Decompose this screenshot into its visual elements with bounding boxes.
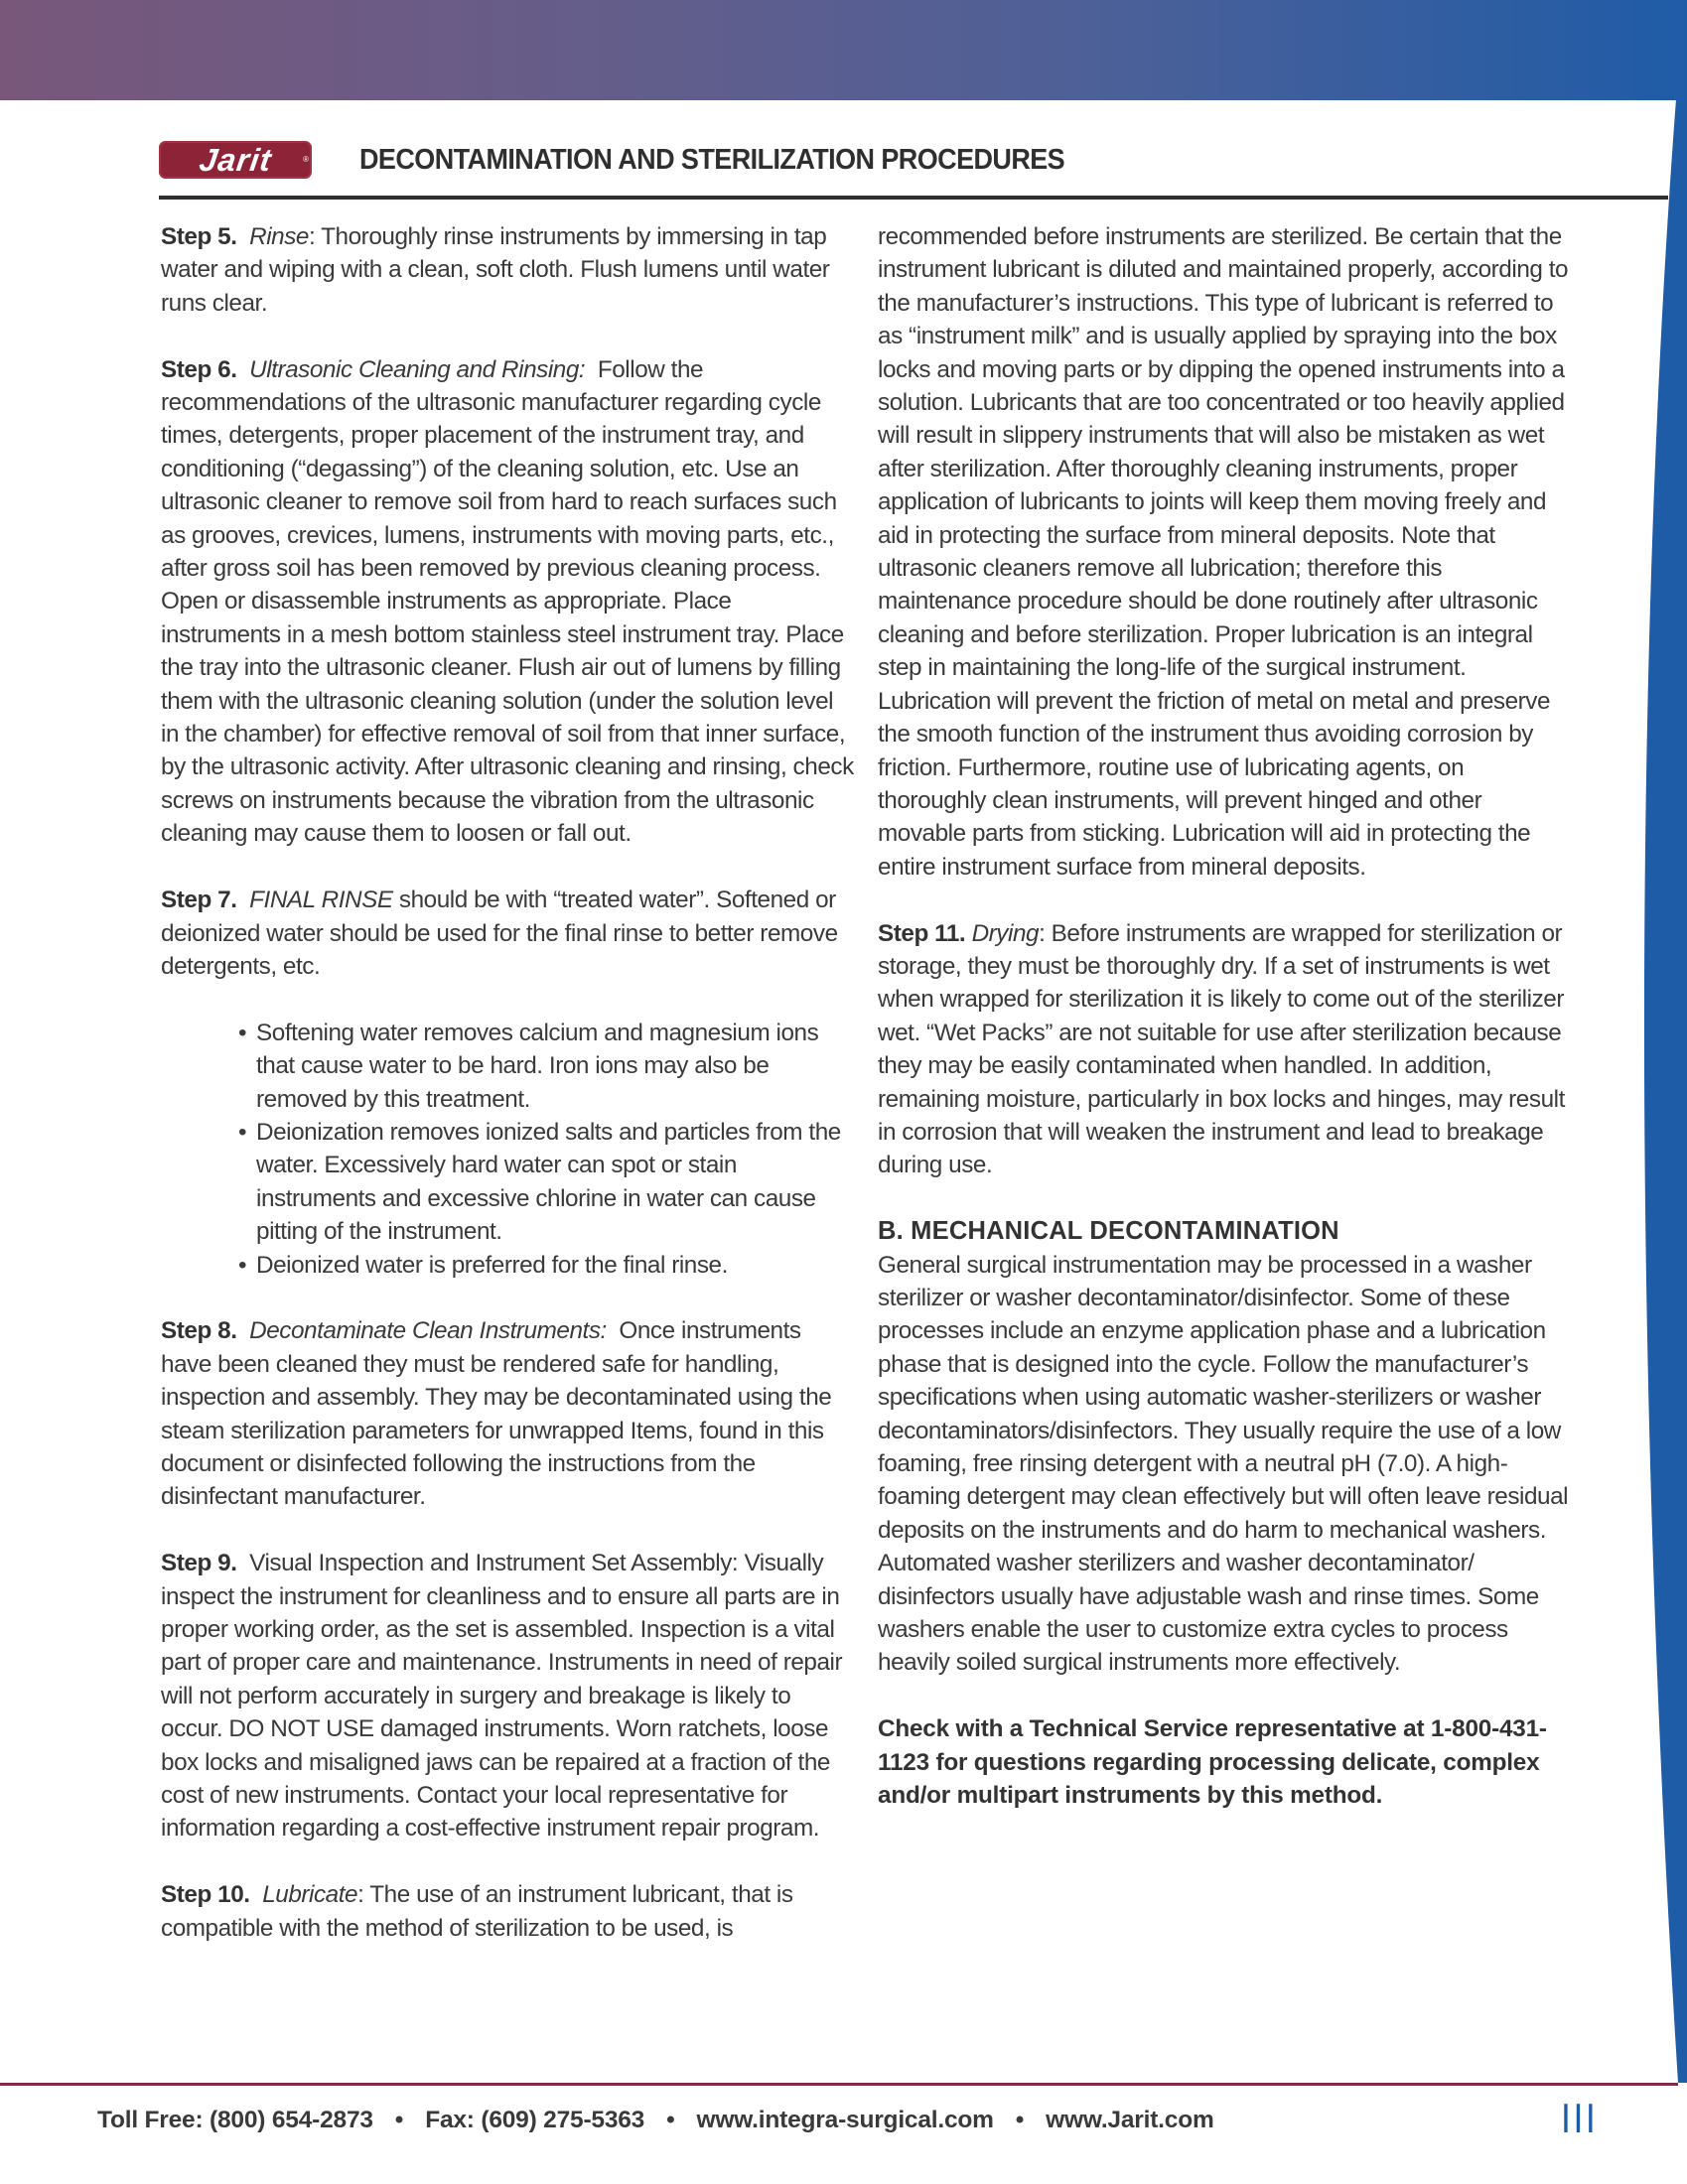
section-heading: B. MECHANICAL DECONTAMINATION	[878, 1217, 1339, 1246]
header-divider	[159, 196, 1668, 200]
logo-wordmark: Jarit	[197, 142, 274, 178]
list-item: • Deionized water is preferred for the final rinse.	[256, 1249, 856, 1282]
jarit-logo	[159, 141, 312, 179]
step-title: Lubricate	[262, 1881, 358, 1909]
separator: •	[666, 2107, 675, 2133]
step-text: : Before instruments are wrapped for sterilization or storage, they must be thoroughly dry. If a set of instruments is wet when wrapped for sterilization it is likely to come out of the sterilizer wet. “Wet Packs” are not suitable for use after sterilization because they may be easily contaminated when handled. In addition, remaining moisture, particularly in box locks and hinges, may result in corrosion that will weaken the instrument and lead to breakage during use.	[878, 919, 1565, 1179]
step-title: Drying	[971, 919, 1040, 947]
step-title: Ultrasonic Cleaning and Rinsing:	[249, 355, 586, 383]
footer-divider	[0, 2083, 1678, 2086]
separator: •	[394, 2107, 404, 2133]
registered-mark: ®	[303, 155, 309, 164]
page-footer	[97, 2107, 1214, 2134]
fax-number: Fax: (609) 275-5363	[425, 2107, 645, 2133]
step-label: Step 9.	[161, 1550, 237, 1577]
water-treatment-list	[161, 1017, 856, 1282]
step-6	[161, 353, 856, 851]
step-text: Once instruments have been cleaned they must be rendered safe for handling, inspection and assembly. They may be decontaminated using the steam sterilization parameters for unwrapped Items, found in this document or disinfected following the instructions from the disinfectant manufacturer.	[161, 1317, 832, 1511]
step-label: Step 6.	[161, 355, 237, 383]
step-text: : Thoroughly rinse instruments by immersing in tap water and wiping with a clean, soft cloth. Flush lumens until water runs clear.	[161, 223, 830, 317]
step-label: Step 5.	[161, 223, 237, 250]
step-title: Rinse	[249, 223, 309, 250]
step-label: Step 8.	[161, 1317, 237, 1345]
list-item: • Softening water removes calcium and magnesium ions that cause water to be hard. Iron ions may also be removed by this treatment.	[256, 1017, 856, 1116]
step-11	[878, 917, 1573, 1182]
step-text: Visual Inspection and Instrument Set Assembly: Visually inspect the instrument for cleanliness and to ensure all parts are in proper working order, as the set is assembled. Inspection is a vital part of proper care and maintenance. Instruments in need of repair will not perform accurately in surgery and breakage is likely to occur. DO NOT USE damaged instruments. Worn ratchets, loose box locks and misaligned jaws can be repaired at a fraction of the cost of new instruments. Contact your local representative for information regarding a cost-effective instrument repair program.	[161, 1550, 843, 1843]
step-label: Step 11.	[878, 919, 966, 947]
step-title: Decontaminate Clean Instruments:	[249, 1317, 607, 1345]
page-header	[159, 139, 1118, 181]
list-item: • Deionization removes ionized salts and particles from the water. Excessively hard water can spot or stain instruments and excessive chlorine in water can cause pitting of the instrument.	[256, 1116, 856, 1249]
right-column	[878, 220, 1573, 1812]
step-label: Step 7.	[161, 887, 237, 914]
step-10	[161, 1878, 856, 1945]
side-swoosh-shape	[1644, 99, 1687, 2083]
step-5	[161, 220, 856, 320]
website-link-jarit[interactable]: www.Jarit.com	[1046, 2107, 1214, 2133]
step-text: : The use of an instrument lubricant, that is compatible with the method of sterilization to be used, is	[161, 1881, 793, 1942]
toll-free-number: Toll Free: (800) 654-2873	[97, 2107, 373, 2133]
step-text: Follow the recommendations of the ultrasonic manufacturer regarding cycle times, detergents, proper placement of the instrument tray, and conditioning (“degassing”) of the cleaning solution, etc. Use an ultrasonic cleaner to remove soil from hard to reach surfaces such as grooves, crevices, lumens, instruments with moving parts, etc., after gross soil has been removed by previous cleaning process. Open or disassemble instruments as appropriate. Place instruments in a mesh bottom stainless steel instrument tray. Place the tray into the ultrasonic cleaner. Flush air out of lumens by filling them with the ultrasonic cleaning solution (under the solution level in the chamber) for effective removal of soil from that inner surface, by the ultrasonic activity. After ultrasonic cleaning and rinsing, check screws on instruments because the vibration from the ultrasonic cleaning may cause them to loosen or fall out.	[161, 355, 854, 848]
step-10-continued: recommended before instruments are sterilized. Be certain that the instrument lubricant is diluted and maintained properly, according to the manufacturer’s instructions. This type of lubricant is referred to as “instrument milk” and is usually applied by spraying into the box locks and moving parts or by dipping the opened instruments into a solution. Lubricants that are too concentrated or too heavily applied will result in slippery instruments that will also be mistaken as wet after sterilization. After thoroughly cleaning instruments, proper application of lubricants to joints will keep them moving freely and aid in protecting the surface from mineral deposits. Note that ultrasonic cleaners remove all lubrication; therefore this maintenance procedure should be done routinely after ultrasonic cleaning and before sterilization. Proper lubrication is an integral step in maintaining the long-life of the surgical instrument. Lubrication will prevent the friction of metal on metal and preserve the smooth function of the instrument thus avoiding corrosion by friction. Furthermore, routine use of lubricating agents, on thoroughly clean instruments, will prevent hinged and other movable parts from sticking. Lubrication will aid in protecting the entire instrument surface from mineral deposits.	[878, 223, 1569, 881]
step-7	[161, 884, 856, 983]
step-text: should be with “treated water”. Softened or deionized water should be used for the final rinse to better remove detergents, etc.	[161, 887, 838, 980]
header-gradient-band	[0, 0, 1687, 100]
website-link-integra[interactable]: www.integra-surgical.com	[696, 2107, 994, 2133]
step-label: Step 10.	[161, 1881, 250, 1909]
step-8	[161, 1314, 856, 1513]
step-title: FINAL RINSE	[249, 887, 393, 914]
step-9	[161, 1547, 856, 1845]
left-column	[161, 220, 856, 1978]
separator: •	[1015, 2107, 1025, 2133]
technical-service-callout: Check with a Technical Service representative at 1-800-431-1123 for questions regarding processing delicate, complex and/or multipart instruments by this method.	[878, 1715, 1547, 1810]
section-b-body: General surgical instrumentation may be processed in a washer sterilizer or washer decontaminator/disinfector. Some of these processes include an enzyme application phase and a lubrication phase that is designed into the cycle. Follow the manufacturer’s specifications when using automatic washer-sterilizers or washer decontaminators/disinfectors. They usually require the use of a low foaming, free rinsing detergent with a neutral pH (7.0). A high-foaming detergent may clean effectively but will often leave residual deposits on the instruments and do harm to mechanical washers. Automated washer sterilizers and washer decontaminator/ disinfectors usually have adjustable wash and rinse times. Some washers enable the user to customize extra cycles to process heavily soiled surgical instruments more effectively.	[878, 1251, 1569, 1677]
page-number: III	[1561, 2095, 1599, 2141]
page-title: DECONTAMINATION AND STERILIZATION PROCEDURES	[359, 143, 1065, 176]
